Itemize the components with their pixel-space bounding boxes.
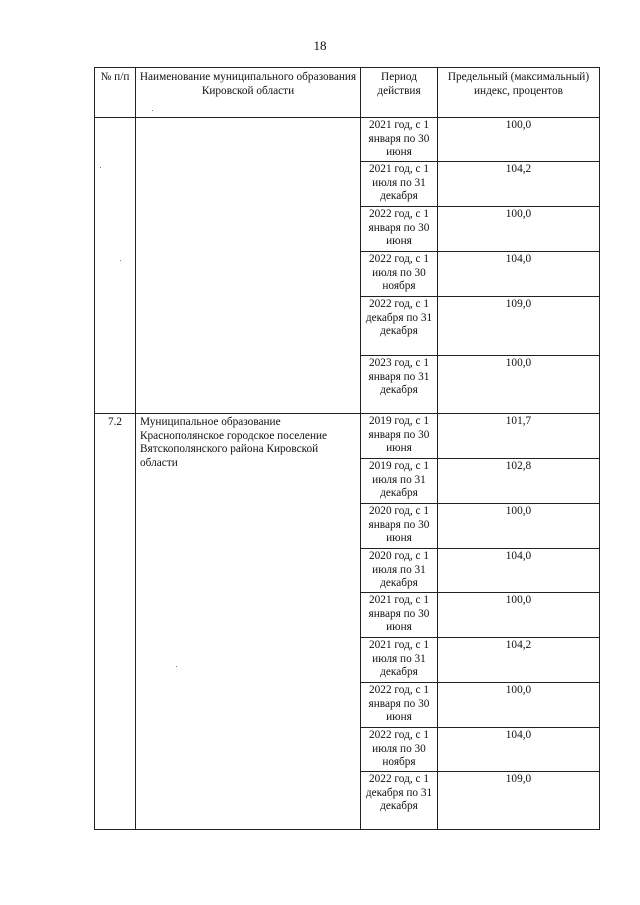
table-header-row bbox=[95, 68, 600, 118]
period-cell: 2023 год, с 1 января по 31 декабря bbox=[361, 356, 438, 414]
index-cell: 100,0 bbox=[438, 683, 600, 728]
header-period: Период действия bbox=[361, 68, 438, 118]
table-body bbox=[95, 118, 600, 830]
index-cell: 100,0 bbox=[438, 118, 600, 162]
header-index: Предельный (максимальный) индекс, процентов bbox=[438, 68, 600, 118]
period-cell: 2021 год, с 1 января по 30 июня bbox=[361, 593, 438, 638]
scan-speck bbox=[120, 260, 121, 261]
index-cell: 104,2 bbox=[438, 162, 600, 207]
index-cell: 104,0 bbox=[438, 728, 600, 772]
period-cell: 2019 год, с 1 июля по 31 декабря bbox=[361, 459, 438, 504]
index-cell: 101,7 bbox=[438, 414, 600, 459]
index-cell: 100,0 bbox=[438, 593, 600, 638]
page-number: 18 bbox=[313, 38, 327, 53]
period-cell: 2022 год, с 1 января по 30 июня bbox=[361, 207, 438, 252]
period-cell: 2021 год, с 1 июля по 31 декабря bbox=[361, 162, 438, 207]
period-cell: 2020 год, с 1 января по 30 июня bbox=[361, 504, 438, 549]
period-cell: 2022 год, с 1 июля по 30 ноября bbox=[361, 252, 438, 297]
index-cell: 100,0 bbox=[438, 504, 600, 549]
period-cell: 2022 год, с 1 января по 30 июня bbox=[361, 683, 438, 728]
index-cell: 109,0 bbox=[438, 297, 600, 356]
period-cell: 2019 год, с 1 января по 30 июня bbox=[361, 414, 438, 459]
header-name: Наименование муниципального образования Кировской области bbox=[136, 68, 361, 118]
index-cell: 104,2 bbox=[438, 638, 600, 683]
index-cell: 100,0 bbox=[438, 356, 600, 414]
index-cell: 102,8 bbox=[438, 459, 600, 504]
municipality-name-cell bbox=[136, 118, 361, 414]
period-cell: 2022 год, с 1 июля по 30 ноября bbox=[361, 728, 438, 772]
period-cell: 2022 год, с 1 декабря по 31 декабря bbox=[361, 772, 438, 830]
municipality-name-cell: Муниципальное образование Краснополянское городское поселение Вятскополянского района Кировской области bbox=[136, 414, 361, 830]
row-num-cell: 7.2 bbox=[95, 414, 136, 830]
table-row bbox=[95, 414, 600, 459]
index-cell: 104,0 bbox=[438, 549, 600, 593]
scan-speck bbox=[100, 167, 101, 168]
index-cell: 100,0 bbox=[438, 207, 600, 252]
header-num: № п/п bbox=[95, 68, 136, 118]
scan-speck bbox=[176, 666, 177, 667]
row-num-cell bbox=[95, 118, 136, 414]
index-cell: 104,0 bbox=[438, 252, 600, 297]
index-cell: 109,0 bbox=[438, 772, 600, 830]
period-cell: 2022 год, с 1 декабря по 31 декабря bbox=[361, 297, 438, 356]
scan-speck bbox=[152, 110, 153, 111]
table-row bbox=[95, 118, 600, 162]
period-cell: 2020 год, с 1 июля по 31 декабря bbox=[361, 549, 438, 593]
period-cell: 2021 год, с 1 января по 30 июня bbox=[361, 118, 438, 162]
index-table bbox=[94, 67, 600, 830]
period-cell: 2021 год, с 1 июля по 31 декабря bbox=[361, 638, 438, 683]
